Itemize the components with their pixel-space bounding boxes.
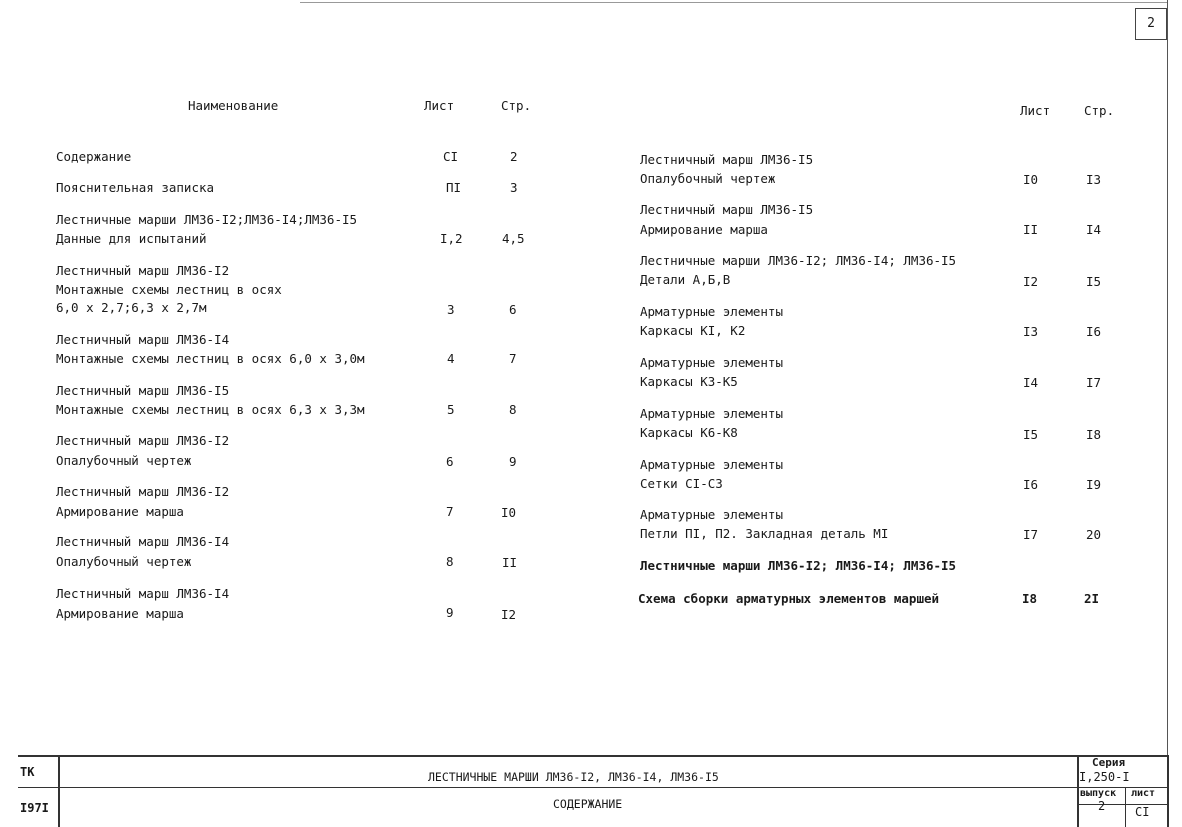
left-entry-0-line-0: Содержание	[56, 149, 132, 164]
left-entry-5-line-0: Лестничный марш ЛМ36-I5	[56, 383, 230, 398]
header-left-page: Стр.	[501, 98, 532, 113]
title-block-left-divider	[58, 755, 60, 827]
left-entry-4-page: 7	[509, 351, 517, 366]
title-block-sheet-value: CI	[1135, 805, 1150, 819]
right-entry-8-sheet: I8	[1022, 591, 1038, 606]
title-block-sheet-divider	[1125, 787, 1126, 827]
left-entry-7-sheet: 7	[446, 504, 454, 519]
left-entry-3-page: 6	[509, 302, 517, 317]
right-entry-0-page: I3	[1086, 172, 1102, 187]
right-entry-5-sheet: I5	[1023, 427, 1039, 442]
left-entry-3-line-1: Монтажные схемы лестниц в осях	[56, 282, 282, 297]
left-entry-3-sheet: 3	[447, 302, 455, 317]
frame-right-line	[1167, 0, 1168, 755]
right-entry-3-line-0: Арматурные элементы	[640, 304, 783, 319]
left-entry-9-line-1: Армирование марша	[56, 606, 184, 621]
left-entry-7-page: I0	[501, 505, 517, 520]
left-entry-9-page: I2	[501, 607, 517, 622]
header-right-page: Стр.	[1084, 103, 1115, 118]
right-entry-6-line-0: Арматурные элементы	[640, 457, 783, 472]
frame-top-line	[300, 2, 1167, 3]
right-entry-5-page: I8	[1086, 427, 1102, 442]
left-entry-0-sheet: CI	[443, 149, 459, 164]
left-entry-3-line-2: 6,0 х 2,7;6,3 х 2,7м	[56, 300, 207, 315]
left-entry-1-line-0: Пояснительная записка	[56, 180, 215, 195]
left-entry-2-sheet: I,2	[440, 231, 463, 246]
left-entry-8-page: II	[502, 555, 518, 570]
header-name: Наименование	[188, 98, 279, 113]
title-block-org: ТК	[20, 765, 35, 779]
left-entry-0-page: 2	[510, 149, 518, 164]
title-block-issue-label: выпуск	[1080, 788, 1117, 799]
header-right-sheet: Лист	[1020, 103, 1051, 118]
left-entry-2-page: 4,5	[502, 231, 525, 246]
right-entry-4-line-0: Арматурные элементы	[640, 355, 783, 370]
right-entry-2-sheet: I2	[1023, 274, 1039, 289]
left-entry-6-sheet: 6	[446, 454, 454, 469]
left-entry-6-line-1: Опалубочный чертеж	[56, 453, 192, 468]
right-entry-7-sheet: I7	[1023, 527, 1039, 542]
right-entry-6-page: I9	[1086, 477, 1102, 492]
left-entry-7-line-1: Армирование марша	[56, 504, 184, 519]
right-entry-0-sheet: I0	[1023, 172, 1039, 187]
right-entry-5-line-1: Каркасы К6-К8	[640, 425, 738, 440]
title-block-year: I97I	[20, 801, 49, 815]
right-entry-8-line-1: Схема сборки арматурных элементов маршей	[638, 591, 940, 606]
right-entry-1-page: I4	[1086, 222, 1102, 237]
right-entry-2-page: I5	[1086, 274, 1102, 289]
right-entry-6-line-1: Сетки СI-С3	[640, 476, 723, 491]
title-block-issue-rule	[1077, 804, 1168, 805]
right-entry-4-line-1: Каркасы К3-К5	[640, 374, 738, 389]
title-block-top-rule	[18, 755, 1168, 757]
left-entry-5-sheet: 5	[447, 402, 455, 417]
left-entry-8-line-0: Лестничный марш ЛМ36-I4	[56, 534, 230, 549]
title-block-title: ЛЕСТНИЧНЫЕ МАРШИ ЛМ36-I2, ЛМ36-I4, ЛМ36-I5	[428, 770, 719, 784]
left-entry-4-line-0: Лестничный марш ЛМ36-I4	[56, 332, 230, 347]
right-entry-4-sheet: I4	[1023, 375, 1039, 390]
right-entry-0-line-1: Опалубочный чертеж	[640, 171, 776, 186]
title-block-series-label: Серия	[1092, 756, 1126, 769]
right-entry-3-line-1: Каркасы КI, К2	[640, 323, 746, 338]
page-number-box: 2	[1135, 8, 1167, 40]
left-entry-6-line-0: Лестничный марш ЛМ36-I2	[56, 433, 230, 448]
title-block-sheet-label: лист	[1131, 788, 1156, 799]
right-entry-6-sheet: I6	[1023, 477, 1039, 492]
right-entry-3-sheet: I3	[1023, 324, 1039, 339]
right-entry-1-sheet: II	[1023, 222, 1039, 237]
title-block-subtitle: СОДЕРЖАНИЕ	[553, 797, 623, 811]
header-left-sheet: Лист	[424, 98, 455, 113]
left-entry-2-line-1: Данные для испытаний	[56, 231, 207, 246]
title-block-mid-rule	[58, 787, 1168, 788]
right-entry-7-line-1: Петли ПI, П2. Закладная деталь МI	[640, 526, 889, 541]
left-entry-7-line-0: Лестничный марш ЛМ36-I2	[56, 484, 230, 499]
title-block-series-value: I,250-I	[1079, 770, 1130, 784]
left-entry-4-line-1: Монтажные схемы лестниц в осях 6,0 х 3,0м	[56, 351, 365, 366]
right-entry-4-page: I7	[1086, 375, 1102, 390]
left-entry-3-line-0: Лестничный марш ЛМ36-I2	[56, 263, 230, 278]
right-entry-7-line-0: Арматурные элементы	[640, 507, 783, 522]
right-entry-2-line-1: Детали А,Б,В	[640, 272, 731, 287]
title-block-left-mid-rule	[18, 787, 58, 788]
left-entry-2-line-0: Лестничные марши ЛМ36-I2;ЛМ36-I4;ЛМ36-I5	[56, 212, 358, 227]
right-entry-0-line-0: Лестничный марш ЛМ36-I5	[640, 152, 814, 167]
right-entry-2-line-0: Лестничные марши ЛМ36-I2; ЛМ36-I4; ЛМ36-I5	[640, 253, 957, 268]
left-entry-1-page: 3	[510, 180, 518, 195]
left-entry-1-sheet: ПI	[446, 180, 462, 195]
left-entry-5-page: 8	[509, 402, 517, 417]
left-entry-9-line-0: Лестничный марш ЛМ36-I4	[56, 586, 230, 601]
right-entry-1-line-0: Лестничный марш ЛМ36-I5	[640, 202, 814, 217]
right-entry-8-line-0: Лестничные марши ЛМ36-I2; ЛМ36-I4; ЛМ36-I5	[640, 558, 957, 573]
left-entry-4-sheet: 4	[447, 351, 455, 366]
right-entry-8-page: 2I	[1084, 591, 1100, 606]
right-entry-5-line-0: Арматурные элементы	[640, 406, 783, 421]
right-entry-7-page: 20	[1086, 527, 1102, 542]
left-entry-8-line-1: Опалубочный чертеж	[56, 554, 192, 569]
left-entry-9-sheet: 9	[446, 605, 454, 620]
left-entry-5-line-1: Монтажные схемы лестниц в осях 6,3 х 3,3м	[56, 402, 365, 417]
right-entry-3-page: I6	[1086, 324, 1102, 339]
right-entry-1-line-1: Армирование марша	[640, 222, 768, 237]
title-block-issue-value: 2	[1098, 799, 1106, 813]
left-entry-6-page: 9	[509, 454, 517, 469]
title-block-right-edge	[1167, 755, 1169, 827]
title-block-right-divider	[1077, 755, 1079, 827]
left-entry-8-sheet: 8	[446, 554, 454, 569]
